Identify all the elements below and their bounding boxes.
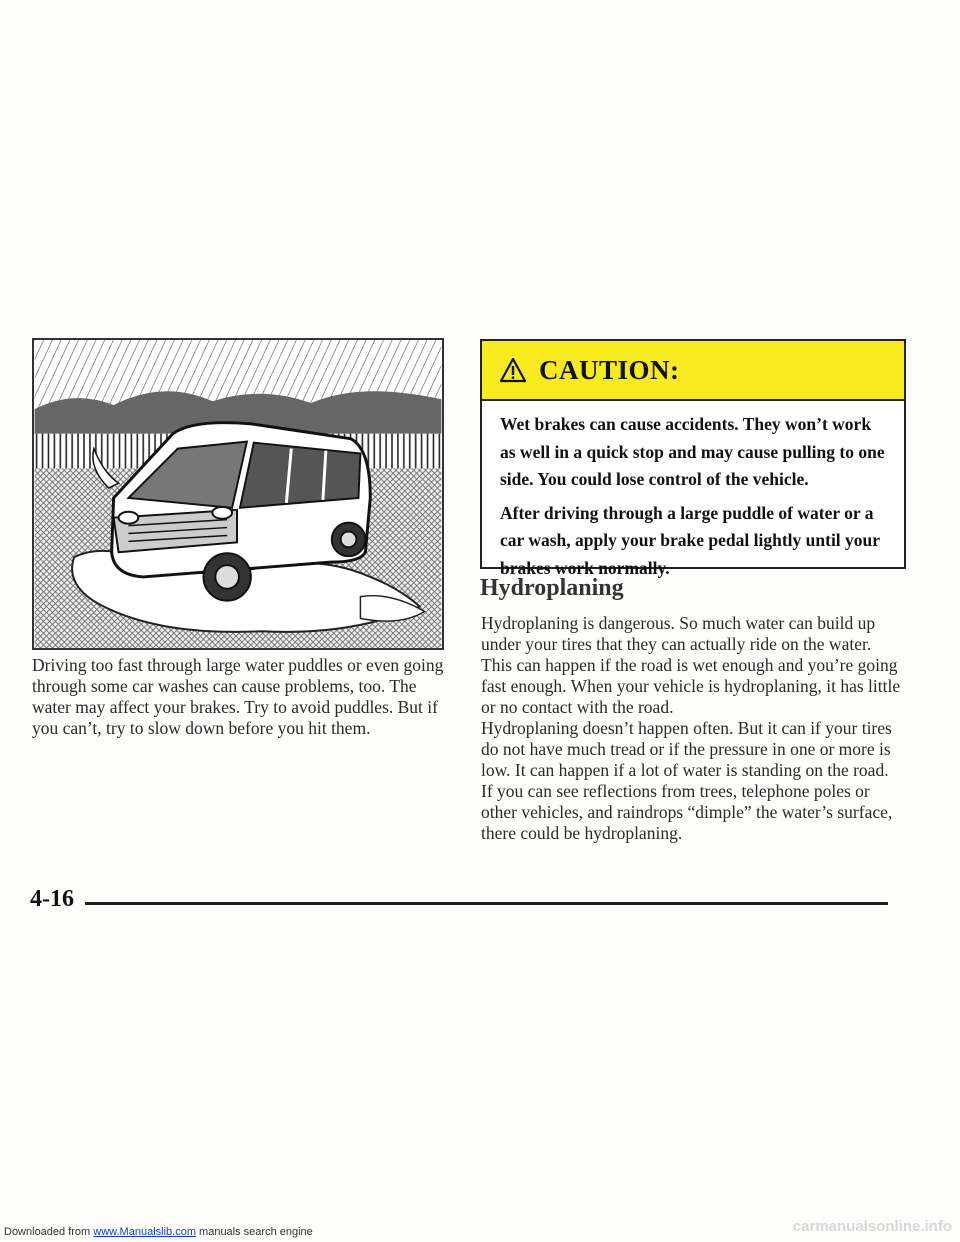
banner-prefix: Downloaded from (4, 1226, 94, 1238)
caution-paragraph: After driving through a large puddle of water or a car wash, apply your brake pedal lightly until your brakes work normally. (500, 502, 880, 578)
download-banner (4, 1226, 313, 1238)
watermark: carmanualsonline.info (792, 1218, 952, 1235)
van-water-drawing (34, 340, 442, 648)
hydroplaning-paragraph: Hydroplaning doesn’t happen often. But it can if your tires do not have much tread or if the pressure in one or more is low. It can happen if a lot of water is standing on the road. If you can see reflections from trees, telephone poles or other vehicles, and raindrops “dimple” the water’s surface, there could be hydroplaning. (481, 718, 893, 843)
page-number: 4-16 (30, 886, 74, 912)
caution-box (480, 339, 906, 578)
manualslib-link[interactable]: www.Manualslib.com (93, 1226, 196, 1238)
banner-suffix: manuals search engine (195, 1226, 313, 1238)
caution-body (482, 401, 904, 582)
footer-rule (85, 902, 888, 905)
caution-paragraph: Wet brakes can cause accidents. They won’t work as well in a quick stop and may cause pulling to one side. You could lose control of the vehicle. (500, 414, 885, 489)
caution-title: CAUTION: (539, 354, 680, 385)
hydroplaning-paragraph: Hydroplaning is dangerous. So much water can build up under your tires that they can actually ride on the water. This can happen if the road is wet enough and you’re going fast enough. When your vehicle is hydroplaning, it has little or no contact with the road. (481, 613, 901, 717)
section-heading-hydroplaning: Hydroplaning (480, 575, 624, 601)
warning-triangle-icon (499, 357, 527, 383)
puddle-paragraph: Driving too fast through large water puddles or even going through some car washes can cause problems, too. The water may affect your brakes. Try to avoid puddles. But if you can’t, try to slow down before you hit them. (32, 655, 444, 738)
caution-header (482, 341, 904, 401)
van-illustration (32, 338, 444, 650)
